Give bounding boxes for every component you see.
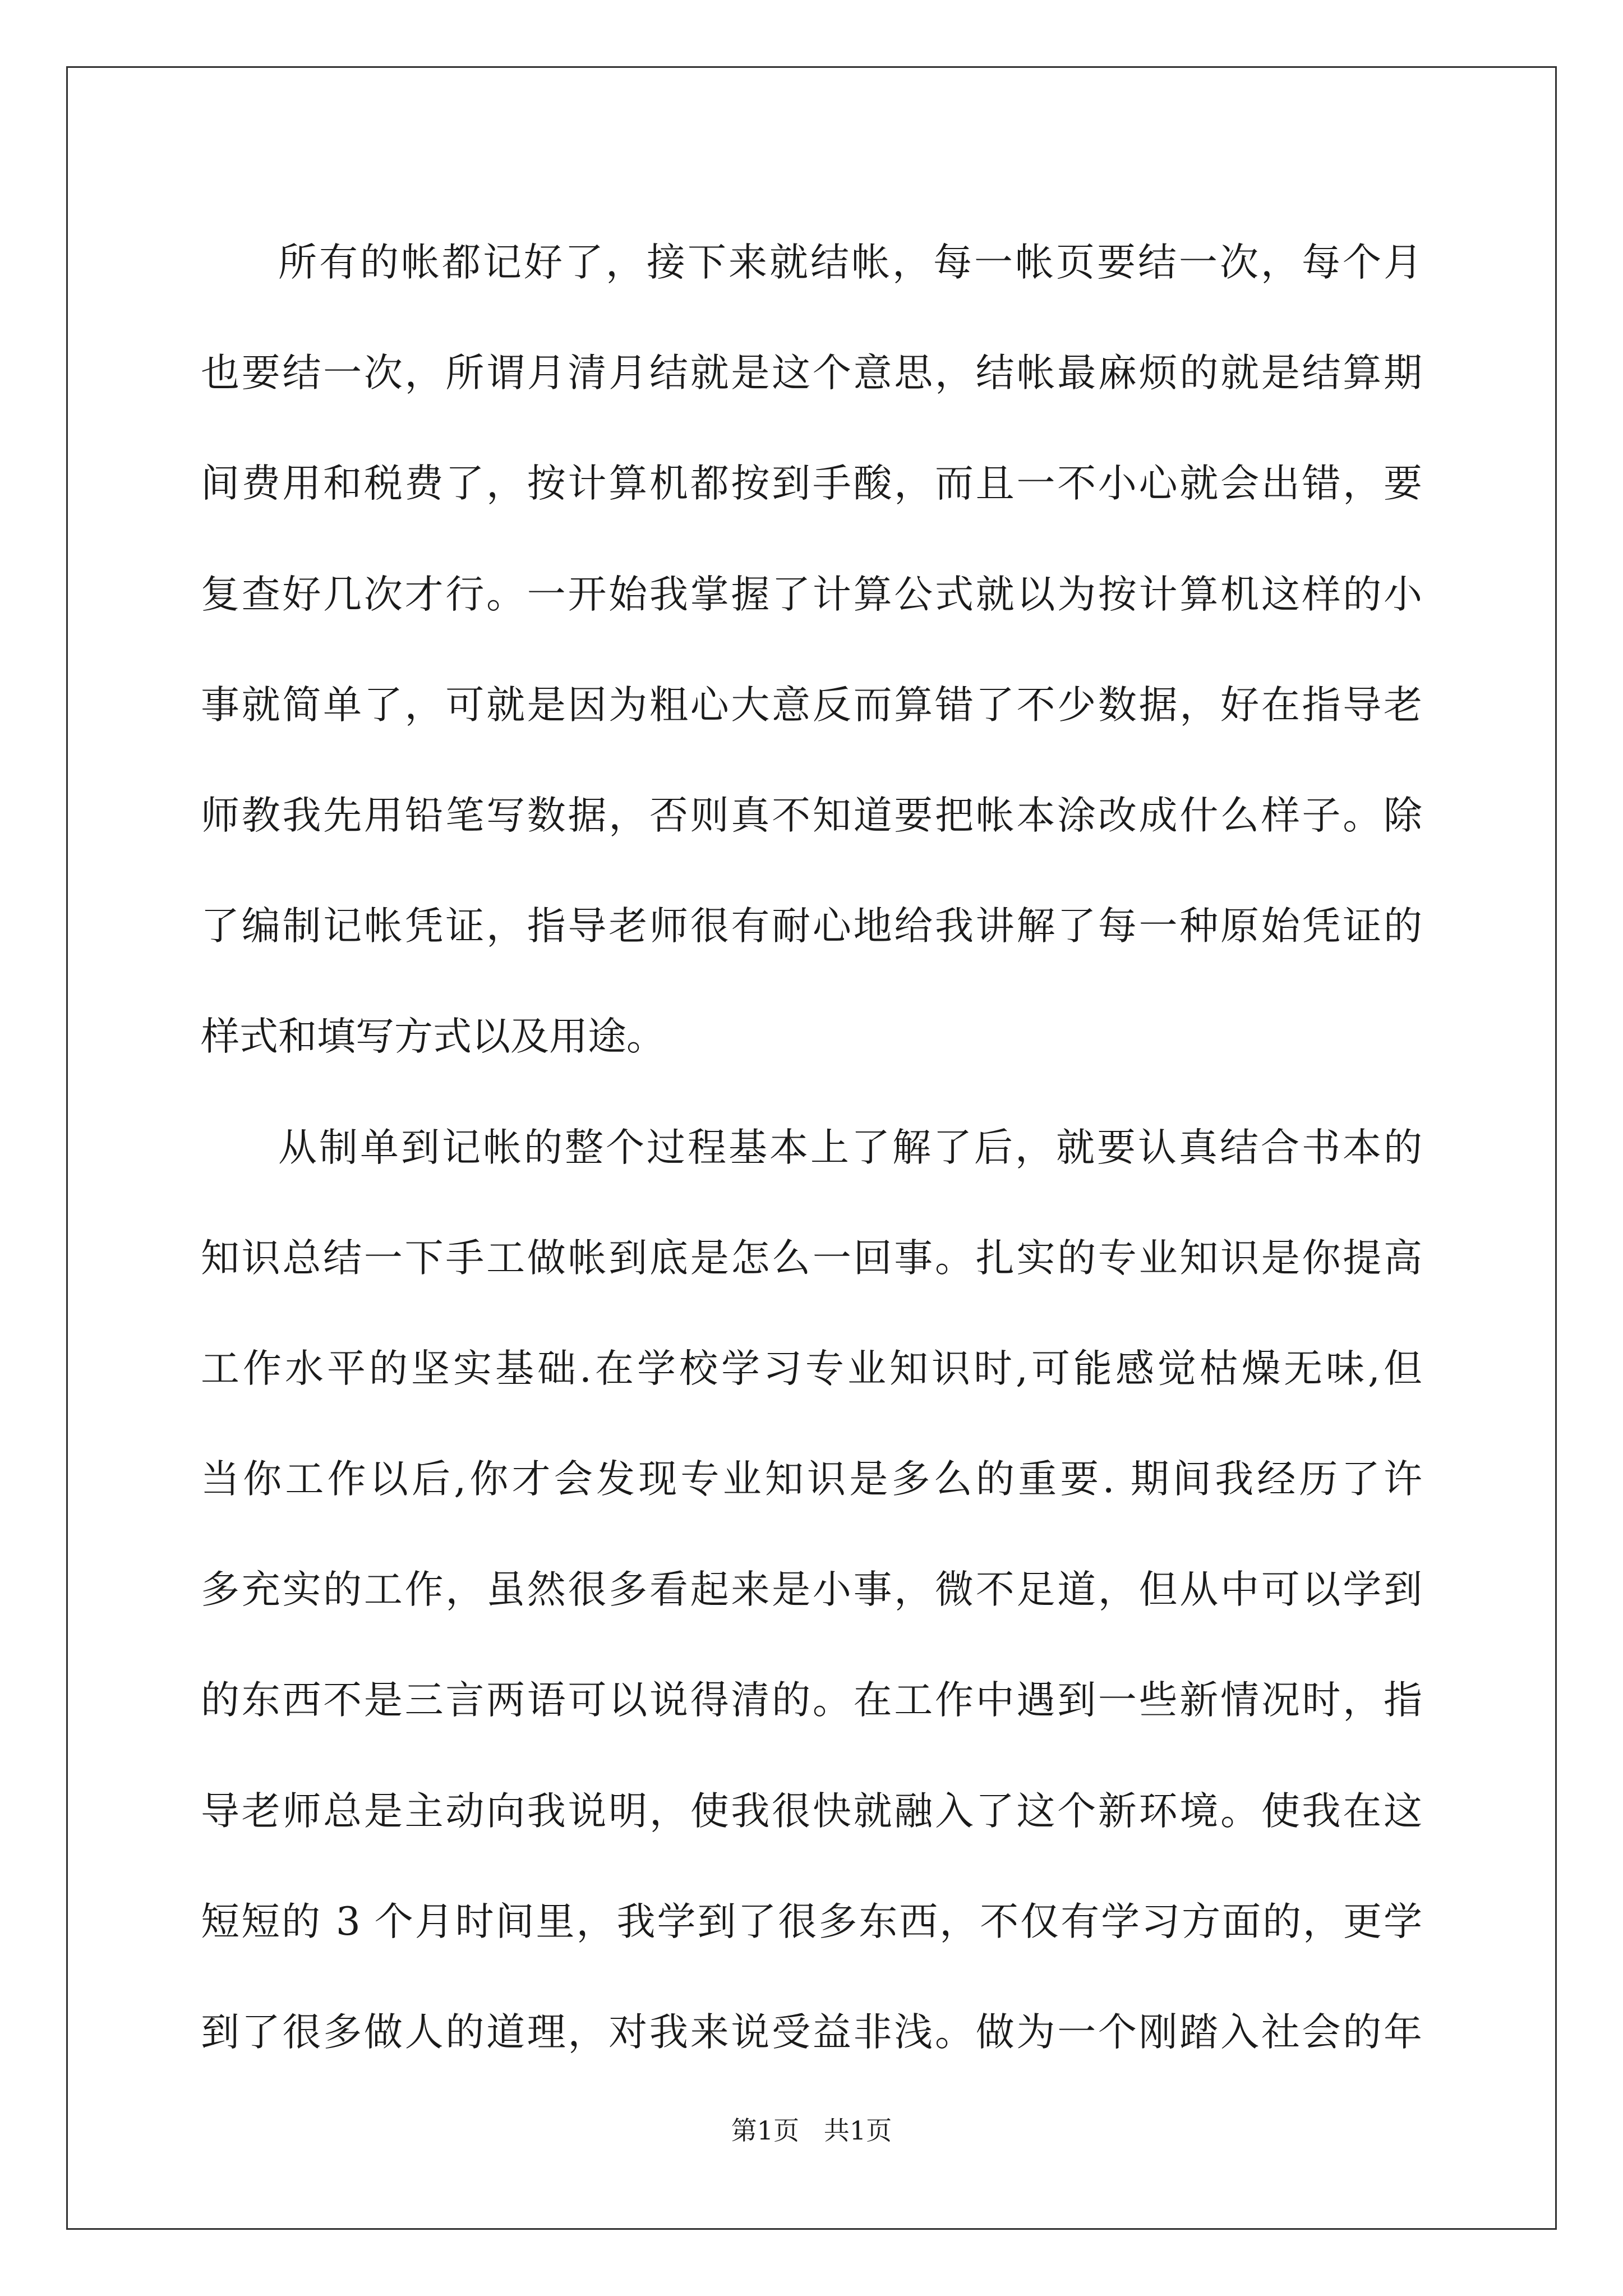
text-line: 所有的帐都记好了，接下来就结帐，每一帐页要结一次，每个月 — [278, 240, 1422, 285]
text-line: 短短的 3 个月时间里，我学到了很多东西，不仅有学习方面的，更学 — [201, 1899, 1422, 1944]
text-line: 知识总结一下手工做帐到底是怎么一回事。扎实的专业知识是你提高 — [201, 1235, 1422, 1281]
text-line: 事就简单了，可就是因为粗心大意反而算错了不少数据，好在指导老 — [201, 682, 1422, 728]
text-line: 间费用和税费了，按计算机都按到手酸，而且一不小心就会出错，要 — [201, 461, 1422, 507]
text-line: 了编制记帐凭证，指导老师很有耐心地给我讲解了每一种原始凭证的 — [201, 904, 1422, 949]
text-line: 当你工作以后,你才会发现专业知识是多么的重要. 期间我经历了许 — [201, 1457, 1422, 1502]
text-line: 师教我先用铅笔写数据，否则真不知道要把帐本涂改成什么样子。除 — [201, 793, 1422, 838]
text-line: 导老师总是主动向我说明，使我很快就融入了这个新环境。使我在这 — [201, 1788, 1422, 1834]
text-line: 从制单到记帐的整个过程基本上了解了后，就要认真结合书本的 — [278, 1125, 1422, 1170]
text-line: 工作水平的坚实基础.在学校学习专业知识时,可能感觉枯燥无味,但 — [201, 1346, 1422, 1391]
text-line: 样式和填写方式以及用途。 — [201, 1014, 665, 1060]
document-body — [201, 208, 1422, 2088]
text-line: 的东西不是三言两语可以说得清的。在工作中遇到一些新情况时，指 — [201, 1678, 1422, 1723]
text-line: 到了很多做人的道理，对我来说受益非浅。做为一个刚踏入社会的年 — [201, 2010, 1422, 2055]
text-line: 复查好几次才行。一开始我掌握了计算公式就以为按计算机这样的小 — [201, 572, 1422, 617]
page-footer: 第1页 共1页 — [731, 2115, 892, 2146]
text-line: 也要结一次，所谓月清月结就是这个意思，结帐最麻烦的就是结算期 — [201, 351, 1422, 396]
text-line: 多充实的工作，虽然很多看起来是小事，微不足道，但从中可以学到 — [201, 1567, 1422, 1613]
